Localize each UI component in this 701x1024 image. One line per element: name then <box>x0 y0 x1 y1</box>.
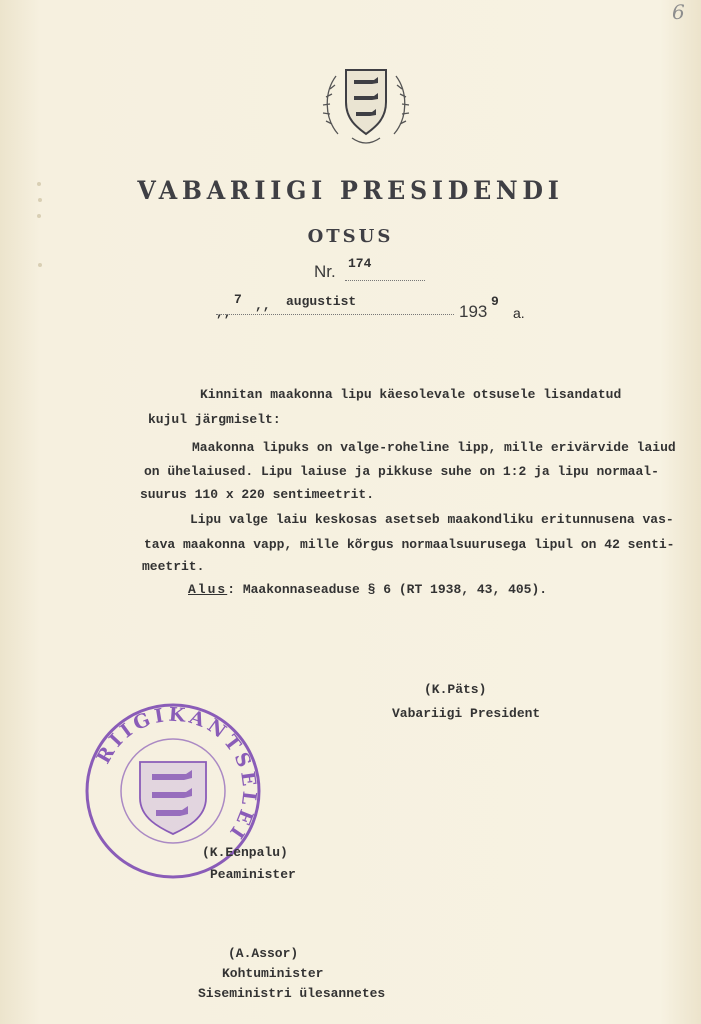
date-quote-open: ,, <box>216 305 232 320</box>
date-day: 7 <box>234 292 242 307</box>
number-label: Nr. <box>314 262 336 281</box>
date-month: augustist <box>286 294 357 309</box>
minister-name: (A.Assor) <box>228 946 299 961</box>
body-line: Maakonna lipuks on valge-roheline lipp, mille erivärvide laiud <box>192 440 676 455</box>
document-subtitle: OTSUS <box>307 226 394 247</box>
prime-minister-title: Peaminister <box>210 867 296 882</box>
minister-subtitle: Siseministri ülesannetes <box>198 986 386 1001</box>
president-title: Vabariigi President <box>392 706 541 721</box>
document-title: VABARIIGI PRESIDENDI <box>137 176 564 205</box>
date-year-digit: 9 <box>491 294 499 309</box>
minister-title: Kohtuminister <box>222 966 324 981</box>
page-number-mark: 6 <box>672 0 685 24</box>
date-dotted-line <box>216 314 454 315</box>
stamp-text: RIIGIKANTSELEI <box>92 703 261 846</box>
body-line: Kinnitan maakonna lipu käesolevale otsusele lisandatud <box>200 387 622 402</box>
body-line: tava maakonna vapp, mille kõrgus normaalsuurusega lipul on 42 senti- <box>144 537 675 552</box>
number-dotted-line <box>345 280 425 281</box>
body-line: Lipu valge laiu keskosas asetseb maakondliku eritunnusena vas- <box>190 512 674 527</box>
number-value: 174 <box>348 256 372 271</box>
body-line: meetrit. <box>142 559 205 574</box>
legal-basis-line <box>188 582 547 597</box>
body-line: suurus 110 x 220 sentimeetrit. <box>140 487 375 502</box>
body-line: kujul järgmiselt: <box>148 412 281 427</box>
legal-basis-label: Alus <box>188 582 228 597</box>
date-year-printed: 193 <box>459 302 488 321</box>
president-name: (K.Päts) <box>424 682 487 697</box>
body-line: on ühelaiused. Lipu laiuse ja pikkuse suhe on 1:2 ja lipu normaal- <box>144 464 659 479</box>
prime-minister-name: (K.Eenpalu) <box>202 845 288 860</box>
date-quote-close: ,, <box>255 298 271 313</box>
legal-basis-text: : Maakonnaseaduse § 6 (RT 1938, 43, 405). <box>227 582 548 597</box>
date-year-suffix: a. <box>513 305 525 321</box>
coat-of-arms-emblem <box>318 54 414 150</box>
